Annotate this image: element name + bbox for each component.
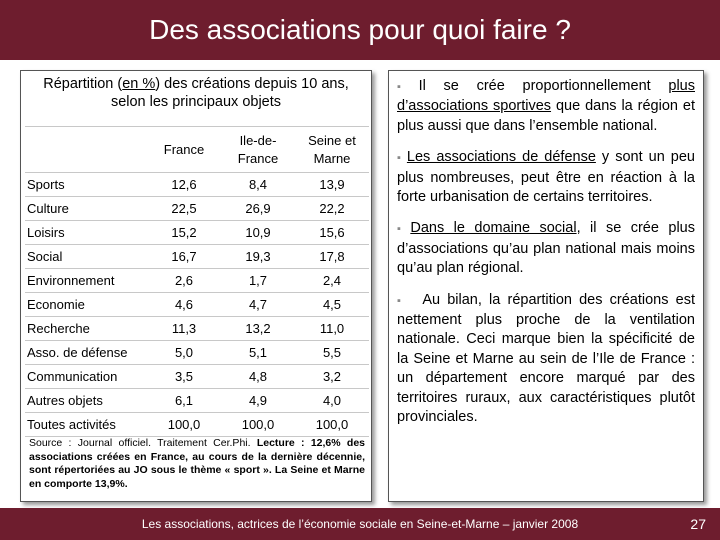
slide-title: Des associations pour quoi faire ? xyxy=(149,14,571,45)
row-value: 4,5 xyxy=(295,293,369,317)
p3-text: , il se crée plus d’associations qu’au plan national mais moins qu’au plan régional. xyxy=(397,220,695,277)
row-value: 19,3 xyxy=(221,245,295,269)
p3-underlined: Dans le domaine social xyxy=(410,220,577,237)
source-reading-note: Lecture : 12,6% des associations créées en France, au cours de la dernière décennie, sont répertoriées au JO sous le thème « sport ». La Seine et Marne en comporte 13,9%. xyxy=(29,437,365,490)
row-value: 4,8 xyxy=(221,365,295,389)
heading-text-start: Répartition ( xyxy=(43,76,123,92)
row-label: Culture xyxy=(25,197,147,221)
row-value: 12,6 xyxy=(147,173,221,197)
table-row xyxy=(25,365,369,389)
table-row xyxy=(25,221,369,245)
heading-unit: en % xyxy=(122,76,156,92)
row-value: 3,2 xyxy=(295,365,369,389)
table-row xyxy=(25,389,369,413)
page-number: 27 xyxy=(690,516,706,532)
row-label: Communication xyxy=(25,365,147,389)
row-value: 5,5 xyxy=(295,341,369,365)
row-value: 3,5 xyxy=(147,365,221,389)
table-row xyxy=(25,317,369,341)
row-value: 2,6 xyxy=(147,269,221,293)
bullet-icon: ▪ xyxy=(397,152,403,165)
row-value: 5,0 xyxy=(147,341,221,365)
row-value: 13,9 xyxy=(295,173,369,197)
header-france: France xyxy=(147,127,221,173)
bullet-icon: ▪ xyxy=(397,81,415,93)
bullet-icon: ▪ xyxy=(397,294,405,307)
row-value: 16,7 xyxy=(147,245,221,269)
p4-text: Au bilan, la répartition des créations est nettement plus proche de la ventilation nationale. Ceci marque bien la spécificité de la Seine et Marne au sein de l’Ile de France : un département encore marqué par des territoires ruraux, aux caractéristiques plutôt provinciales. xyxy=(397,291,695,426)
row-value: 11,0 xyxy=(295,317,369,341)
p2-underlined: Les associations de défense xyxy=(406,149,596,166)
row-value: 26,9 xyxy=(221,197,295,221)
footer-bar xyxy=(0,508,720,540)
header-ile-de-france: Ile-de-France xyxy=(221,127,295,173)
row-value: 11,3 xyxy=(147,317,221,341)
table-heading xyxy=(21,71,371,111)
row-label: Social xyxy=(25,245,147,269)
table-row xyxy=(25,293,369,317)
table-header-row xyxy=(25,127,369,173)
row-value: 100,0 xyxy=(221,413,295,437)
row-value: 2,4 xyxy=(295,269,369,293)
header-seine-et-marne: Seine et Marne xyxy=(295,127,369,173)
p1-underlined: plus d’associations sportives xyxy=(397,78,695,115)
row-label: Loisirs xyxy=(25,221,147,245)
commentary-paragraph-1 xyxy=(397,77,695,136)
commentary-panel xyxy=(388,70,704,502)
table-row xyxy=(25,173,369,197)
row-value: 17,8 xyxy=(295,245,369,269)
row-label: Sports xyxy=(25,173,147,197)
source-prefix: Source : Journal officiel. Traitement Cer.Phi. xyxy=(29,437,257,449)
row-value: 100,0 xyxy=(147,413,221,437)
commentary-paragraph-2 xyxy=(397,148,695,207)
row-value: 1,7 xyxy=(221,269,295,293)
row-value: 4,7 xyxy=(221,293,295,317)
footer-text: Les associations, actrices de l’économie sociale en Seine-et-Marne – janvier 2008 xyxy=(141,517,579,531)
row-value: 22,5 xyxy=(147,197,221,221)
source-note xyxy=(29,437,365,491)
row-label: Recherche xyxy=(25,317,147,341)
data-table xyxy=(25,126,369,437)
table-row xyxy=(25,197,369,221)
table-row xyxy=(25,341,369,365)
p2-text: y sont un peu plus nombreuses, peut être en réaction à la forte urbanisation de certains territoires. xyxy=(397,149,695,206)
row-value: 10,9 xyxy=(221,221,295,245)
row-value: 15,6 xyxy=(295,221,369,245)
row-label: Asso. de défense xyxy=(25,341,147,365)
row-value: 15,2 xyxy=(147,221,221,245)
table-panel xyxy=(20,70,372,502)
header-empty-cell xyxy=(25,127,147,173)
row-label: Economie xyxy=(25,293,147,317)
row-label: Autres objets xyxy=(25,389,147,413)
row-value: 5,1 xyxy=(221,341,295,365)
row-value: 22,2 xyxy=(295,197,369,221)
table-row xyxy=(25,245,369,269)
row-value: 13,2 xyxy=(221,317,295,341)
row-value: 100,0 xyxy=(295,413,369,437)
title-bar xyxy=(0,0,720,60)
row-value: 4,6 xyxy=(147,293,221,317)
heading-text-end: ) des créations depuis 10 ans, selon les principaux objets xyxy=(110,76,349,110)
row-label: Environnement xyxy=(25,269,147,293)
bullet-icon: ▪ xyxy=(397,223,407,236)
row-value: 4,9 xyxy=(221,389,295,413)
row-value: 8,4 xyxy=(221,173,295,197)
commentary-paragraph-3 xyxy=(397,219,695,278)
commentary-paragraph-4 xyxy=(397,291,695,428)
table-body xyxy=(25,173,369,437)
p1-text-b: que dans la région et plus aussi que dans l’ensemble national. xyxy=(397,98,695,134)
table-row xyxy=(25,413,369,437)
row-label: Toutes activités xyxy=(25,413,147,437)
row-value: 6,1 xyxy=(147,389,221,413)
table-row xyxy=(25,269,369,293)
row-value: 4,0 xyxy=(295,389,369,413)
p1-text-a: Il se crée proportionnellement xyxy=(418,78,669,94)
